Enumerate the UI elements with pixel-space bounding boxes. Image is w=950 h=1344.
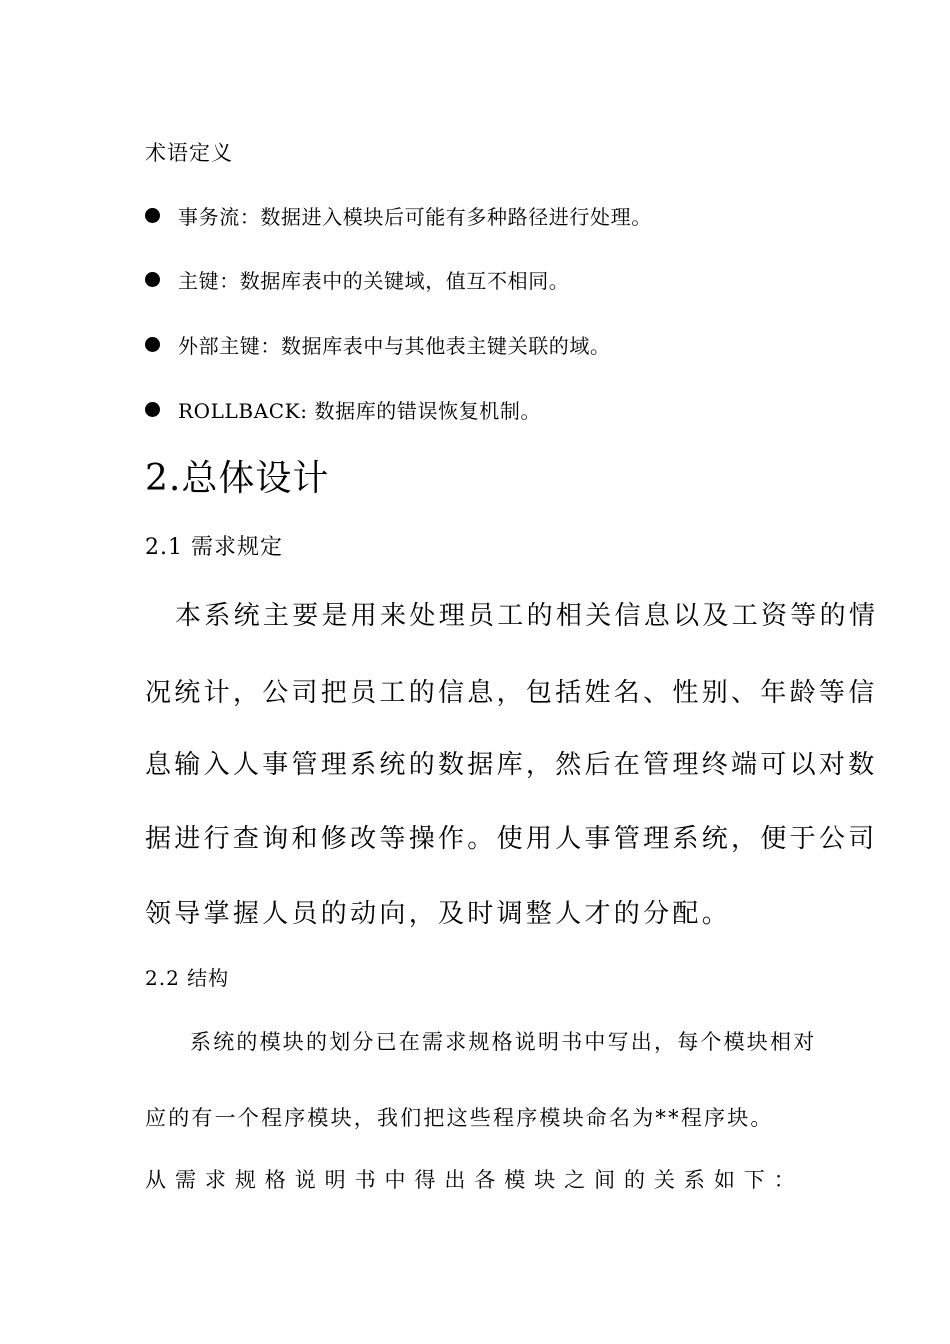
justified-char: 格 — [264, 1168, 286, 1192]
justified-char: 得 — [414, 1168, 436, 1192]
requirements-heading: 2.1 需求规定 — [145, 535, 283, 560]
justified-char: 说 — [294, 1168, 316, 1192]
paragraph-line: 息输入人事管理系统的数据库，然后在管理终端可以对数 — [145, 750, 878, 780]
justified-char: 需 — [174, 1168, 196, 1192]
terms-heading: 术语定义 — [145, 141, 233, 165]
term-item-text: 主键：数据库表中的关键域，值互不相同。 — [178, 269, 570, 293]
justified-char: 块 — [534, 1168, 556, 1192]
paragraph-line: 本系统主要是用来处理员工的相关信息以及工资等的情 — [175, 601, 879, 631]
justified-char: 模 — [504, 1168, 526, 1192]
justified-char: 求 — [204, 1168, 226, 1192]
justified-char: 之 — [564, 1168, 586, 1192]
bullet-icon — [145, 337, 160, 352]
bullet-icon — [145, 272, 160, 287]
term-item-text: 外部主键：数据库表中与其他表主键关联的域。 — [178, 334, 611, 358]
justified-char: 明 — [324, 1168, 346, 1192]
justified-char: 关 — [653, 1168, 675, 1192]
paragraph-line: 领导掌握人员的动向，及时调整人才的分配。 — [145, 899, 732, 929]
justified-char: 下 — [743, 1168, 765, 1192]
structure-line: 应的有一个程序模块，我们把这些程序模块命名为**程序块。 — [145, 1106, 774, 1130]
justified-char: 从 — [145, 1168, 166, 1192]
bullet-icon — [145, 208, 160, 223]
structure-line-justified — [145, 1164, 795, 1194]
structure-heading: 2.2 结构 — [145, 966, 230, 990]
structure-line: 系统的模块的划分已在需求规格说明书中写出，每个模块相对 — [190, 1030, 817, 1054]
justified-char: ： — [773, 1168, 795, 1192]
section-title: 2.总体设计 — [145, 458, 330, 499]
justified-char: 如 — [713, 1168, 735, 1192]
paragraph-line: 况统计，公司把员工的信息，包括姓名、性别、年龄等信 — [145, 678, 878, 708]
justified-char: 各 — [474, 1168, 496, 1192]
justified-char: 中 — [384, 1168, 406, 1192]
paragraph-line: 据进行查询和修改等操作。使用人事管理系统，便于公司 — [145, 824, 878, 854]
justified-char: 系 — [683, 1168, 705, 1192]
justified-char: 间 — [594, 1168, 616, 1192]
term-item-text: 事务流：数据进入模块后可能有多种路径进行处理。 — [178, 205, 652, 229]
justified-char: 出 — [444, 1168, 466, 1192]
justified-char: 书 — [354, 1168, 376, 1192]
term-item-text: ROLLBACK: 数据库的错误恢复机制。 — [178, 399, 542, 423]
bullet-icon — [145, 402, 160, 417]
justified-char: 的 — [624, 1168, 645, 1192]
justified-char: 规 — [234, 1168, 256, 1192]
